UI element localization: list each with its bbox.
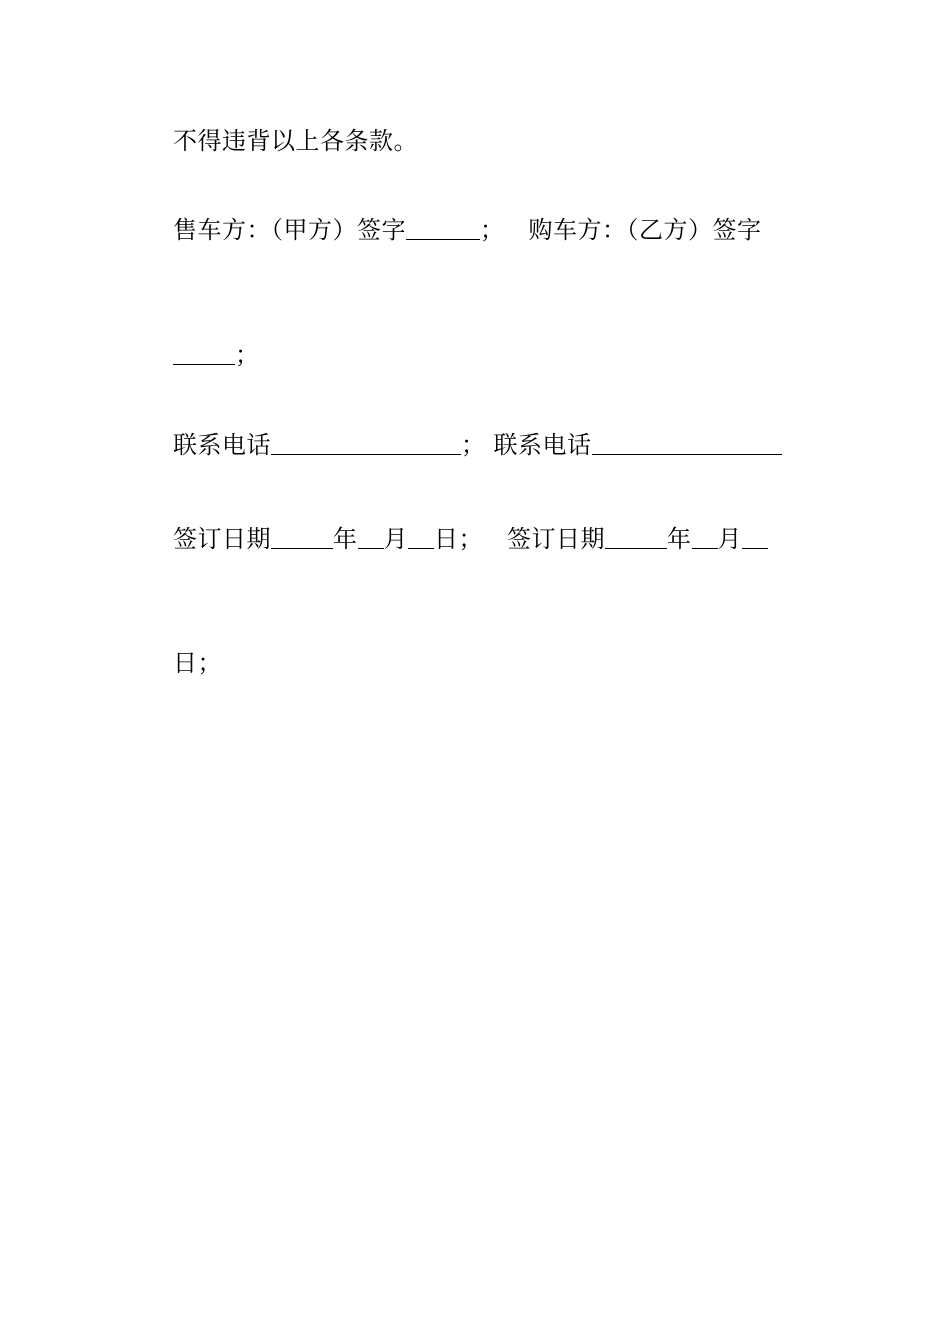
clause-closing-line: [173, 126, 418, 156]
seller-day-blank: [408, 526, 434, 549]
buyer-signature-blank: [173, 342, 235, 365]
buyer-year-label: 年: [667, 525, 692, 553]
phone-separator: ；: [461, 431, 486, 459]
date-line: [173, 524, 768, 554]
seller-signature-label: 售车方：（甲方）签字: [173, 216, 406, 244]
signature-separator: ；: [480, 216, 505, 244]
phone-line: [173, 430, 782, 460]
seller-month-blank: [358, 526, 384, 549]
buyer-signature-end: ；: [235, 341, 260, 369]
seller-year-blank: [271, 526, 333, 549]
clause-closing-text: 不得违背以上各条款。: [173, 127, 418, 155]
buyer-phone-label: 联系电话: [493, 431, 592, 459]
signature-line: [173, 215, 762, 245]
seller-month-label: 月: [383, 525, 408, 553]
date-line-continued: [173, 648, 222, 678]
buyer-signature-line: [173, 340, 260, 370]
seller-year-label: 年: [333, 525, 358, 553]
buyer-phone-blank: [592, 432, 782, 455]
buyer-day-blank: [742, 526, 768, 549]
buyer-year-blank: [605, 526, 667, 549]
seller-day-label: 日；: [434, 525, 483, 553]
seller-phone-label: 联系电话: [173, 431, 271, 459]
buyer-month-blank: [692, 526, 718, 549]
seller-date-label: 签订日期: [173, 525, 271, 553]
buyer-month-label: 月: [717, 525, 742, 553]
buyer-signature-label: 购车方：（乙方）签字: [528, 216, 762, 244]
buyer-date-label: 签订日期: [507, 525, 605, 553]
seller-signature-blank: [406, 217, 480, 240]
seller-phone-blank: [271, 432, 461, 455]
buyer-day-label: 日；: [173, 649, 222, 677]
